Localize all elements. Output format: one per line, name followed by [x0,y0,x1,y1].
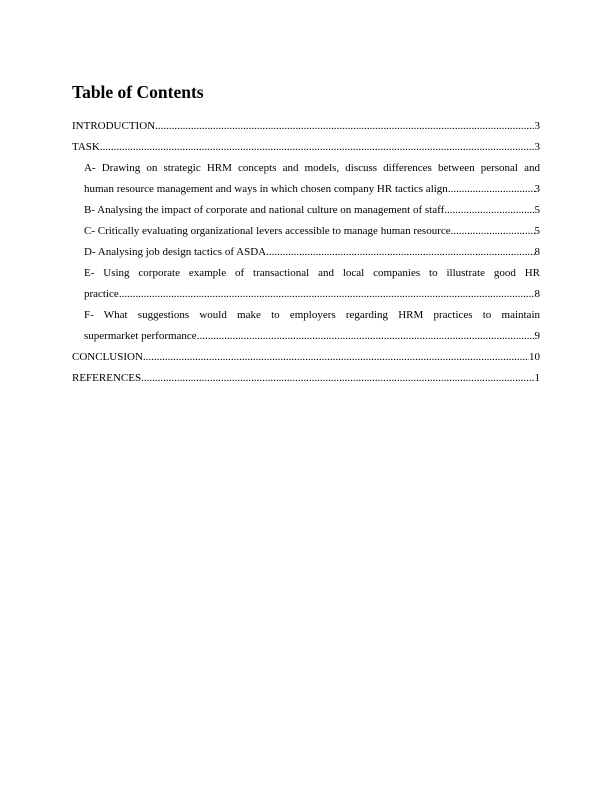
toc-entry-line-with-leader [72,242,540,263]
toc-entry[interactable] [72,221,540,242]
toc-entry-line [72,158,540,179]
toc-page-number: 9 [534,330,540,342]
toc-entry[interactable] [72,242,540,263]
toc-entry-text: CONCLUSION [72,351,143,363]
toc-page-number: 8 [534,288,540,300]
toc-page-number: 3 [534,120,540,132]
table-of-contents [72,116,540,389]
toc-entry-text: B- Analysing the impact of corporate and national culture on management of staff [84,204,445,216]
toc-page-number: 3 [534,141,540,153]
toc-entry-line-with-leader [72,200,540,221]
toc-entry-line-with-leader [72,179,540,200]
dot-leader [100,137,535,158]
toc-page-number: 8 [534,246,540,258]
toc-entry-text: TASK [72,141,100,153]
toc-entry-line-with-leader [72,221,540,242]
toc-entry-text: supermarket performance [84,330,197,342]
toc-entry[interactable] [72,137,540,158]
toc-entry-line [72,305,540,326]
toc-entry-line-with-leader [72,137,540,158]
toc-entry-line-with-leader [72,116,540,137]
toc-entry-line-with-leader [72,347,540,368]
dot-leader [448,179,535,200]
dot-leader [143,347,529,368]
toc-page-number: 1 [534,372,540,384]
toc-entry-text: D- Analysing job design tactics of ASDA [84,246,267,258]
toc-page-number: 5 [534,204,540,216]
toc-entry-text: INTRODUCTION [72,120,156,132]
toc-entry[interactable] [72,368,540,389]
toc-entry-text: REFERENCES [72,372,142,384]
toc-page-number: 5 [534,225,540,237]
toc-entry[interactable] [72,347,540,368]
toc-entry-text: human resource management and ways in which chosen company HR tactics align [84,183,448,195]
toc-entry-text: C- Critically evaluating organizational levers accessible to manage human resource [84,225,451,237]
toc-page-number: 3 [534,183,540,195]
toc-entry[interactable] [72,158,540,200]
toc-entry[interactable] [72,116,540,137]
dot-leader [444,200,534,221]
dot-leader [451,221,535,242]
toc-title: Table of Contents [72,82,204,102]
dot-leader [141,368,534,389]
toc-entry[interactable] [72,200,540,221]
toc-page-number: 10 [529,351,540,363]
dot-leader [119,284,535,305]
toc-entry-line-with-leader [72,368,540,389]
toc-entry-line-with-leader [72,326,540,347]
toc-entry-text: E- Using corporate example of transactional and local companies to illustrate good HR [84,267,540,279]
toc-entry[interactable] [72,305,540,347]
dot-leader [197,326,535,347]
toc-entry-text: F- What suggestions would make to employers regarding HRM practices to maintain [84,309,540,321]
dot-leader [266,242,534,263]
toc-entry-line-with-leader [72,284,540,305]
dot-leader [155,116,534,137]
toc-entry-text: A- Drawing on strategic HRM concepts and models, discuss differences between personal and [84,162,540,174]
toc-entry[interactable] [72,263,540,305]
toc-entry-text: practice [84,288,119,300]
toc-entry-line [72,263,540,284]
